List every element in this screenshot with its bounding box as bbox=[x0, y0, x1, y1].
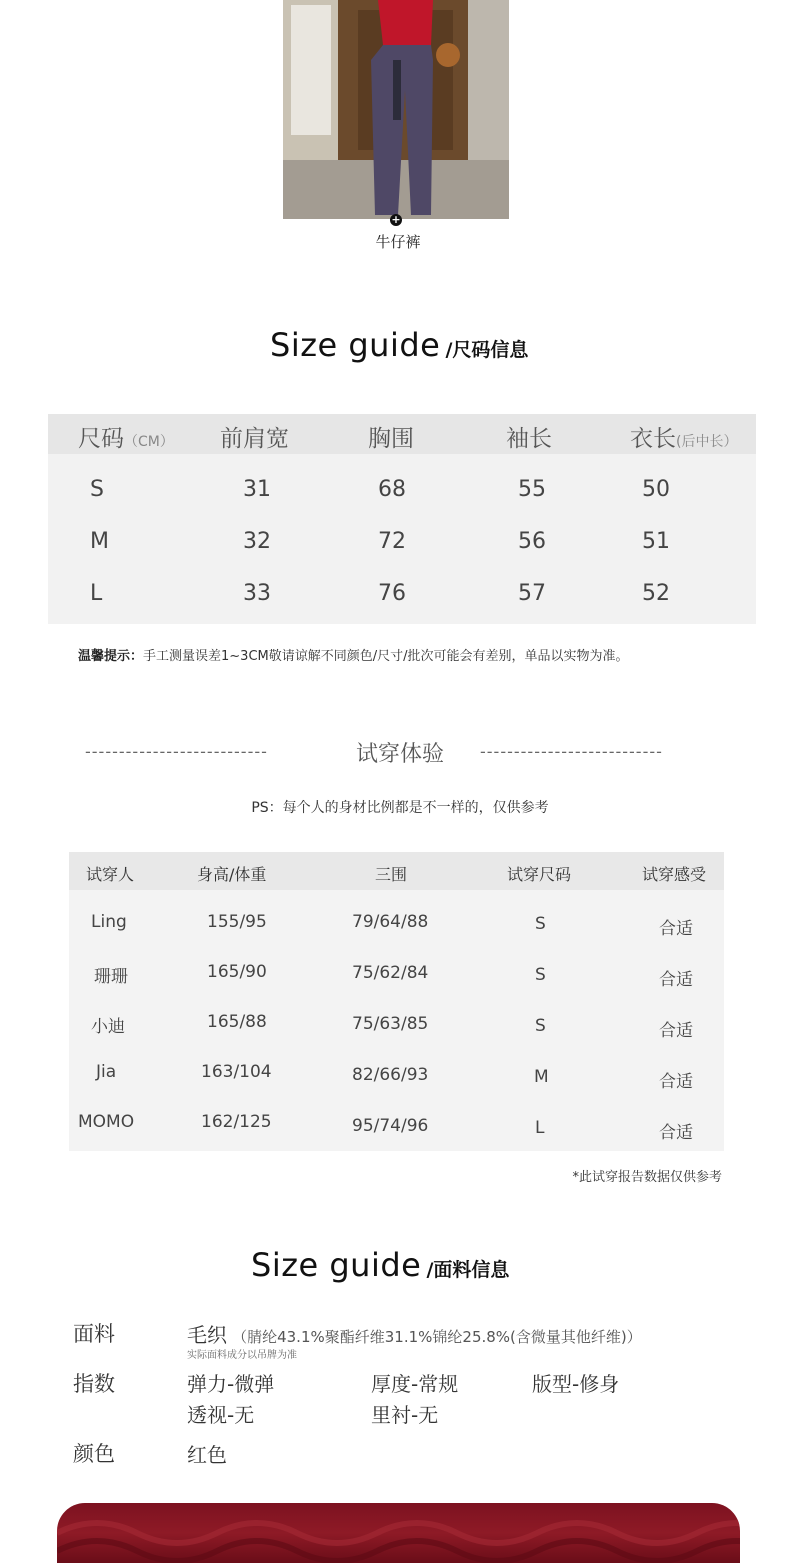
measure-cell: 95/74/96 bbox=[352, 1116, 429, 1136]
trial-size-cell: M bbox=[534, 1067, 549, 1087]
color-label: 颜色 bbox=[73, 1442, 115, 1466]
length-cell: 50 bbox=[642, 477, 670, 502]
chest-cell: 72 bbox=[378, 529, 406, 554]
col-hw-header: 身高/体重 bbox=[197, 865, 267, 884]
knit-texture-image bbox=[57, 1503, 740, 1563]
lining-value: 里衬-无 bbox=[371, 1403, 439, 1427]
sleeve-cell: 56 bbox=[518, 529, 546, 554]
trial-size-cell: L bbox=[535, 1118, 545, 1138]
feel-cell: 合适 bbox=[659, 919, 693, 939]
fabric-guide-subheading: /面料信息 bbox=[426, 1259, 510, 1281]
trial-size-cell: S bbox=[535, 965, 546, 985]
fabric-guide-title bbox=[251, 1246, 509, 1284]
fit-value: 版型-修身 bbox=[532, 1372, 620, 1396]
trial-table bbox=[69, 852, 724, 1151]
photo-caption: 牛仔裤 bbox=[375, 233, 421, 251]
shoulder-cell: 32 bbox=[243, 529, 271, 554]
shoulder-cell: 31 bbox=[243, 477, 271, 502]
col-length-label: 衣长 bbox=[630, 426, 676, 452]
person-cell: 珊珊 bbox=[94, 967, 128, 987]
add-icon[interactable]: + bbox=[391, 213, 401, 226]
col-size-header bbox=[78, 420, 174, 453]
size-cell: M bbox=[90, 529, 109, 554]
material-value-row bbox=[187, 1319, 642, 1348]
feel-cell: 合适 bbox=[659, 970, 693, 990]
material-detail: （腈纶43.1%聚酯纤维31.1%锦纶25.8%(含微量其他纤维)） bbox=[232, 1328, 642, 1346]
sleeve-cell: 57 bbox=[518, 581, 546, 606]
person-cell: 小迪 bbox=[91, 1017, 125, 1037]
material-small-note: 实际面料成分以吊牌为准 bbox=[187, 1350, 297, 1361]
col-chest-header: 胸围 bbox=[368, 426, 414, 452]
material-label: 面料 bbox=[73, 1322, 115, 1346]
material-value: 毛织 bbox=[187, 1323, 227, 1347]
trial-size-cell: S bbox=[535, 914, 546, 934]
measure-cell: 82/66/93 bbox=[352, 1065, 429, 1085]
size-cell: S bbox=[90, 477, 104, 502]
divider-right: --------------------------- bbox=[480, 742, 663, 761]
note-text: 手工测量误差1~3CM敬请谅解不同颜色/尺寸/批次可能会有差别，单品以实物为准。 bbox=[143, 649, 629, 664]
shoulder-cell: 33 bbox=[243, 581, 271, 606]
person-cell: Jia bbox=[96, 1062, 117, 1082]
col-person-header: 试穿人 bbox=[86, 865, 135, 884]
col-length-note: (后中长） bbox=[676, 434, 738, 450]
length-cell: 52 bbox=[642, 581, 670, 606]
col-sleeve-header: 袖长 bbox=[506, 426, 552, 452]
trial-ps-note: PS：每个人的身材比例都是不一样的，仅供参考 bbox=[251, 800, 549, 816]
col-size-label: 尺码 bbox=[78, 426, 124, 452]
col-trial-size-header: 试穿尺码 bbox=[507, 865, 572, 884]
measure-cell: 79/64/88 bbox=[352, 912, 429, 932]
hw-cell: 165/88 bbox=[207, 1012, 267, 1032]
hw-cell: 163/104 bbox=[201, 1062, 272, 1082]
person-cell: MOMO bbox=[78, 1112, 135, 1132]
feel-cell: 合适 bbox=[659, 1021, 693, 1041]
chest-cell: 76 bbox=[378, 581, 406, 606]
index-label: 指数 bbox=[73, 1372, 115, 1396]
color-value: 红色 bbox=[187, 1443, 227, 1467]
col-shoulder-header: 前肩宽 bbox=[220, 426, 289, 452]
transparency-value: 透视-无 bbox=[187, 1403, 255, 1427]
elasticity-value: 弹力-微弹 bbox=[187, 1372, 275, 1396]
fabric-guide-heading: Size guide bbox=[251, 1246, 422, 1284]
size-guide-heading: Size guide bbox=[270, 326, 441, 364]
trial-title: 试穿体验 bbox=[355, 742, 444, 767]
hw-cell: 155/95 bbox=[207, 912, 267, 932]
length-cell: 51 bbox=[642, 529, 670, 554]
col-feel-header: 试穿感受 bbox=[642, 865, 707, 884]
measure-cell: 75/62/84 bbox=[352, 963, 429, 983]
divider-left: --------------------------- bbox=[85, 742, 268, 761]
chest-cell: 68 bbox=[378, 477, 406, 502]
feel-cell: 合适 bbox=[659, 1123, 693, 1143]
thickness-value: 厚度-常规 bbox=[371, 1372, 459, 1396]
measurement-note bbox=[78, 645, 629, 664]
person-cell: Ling bbox=[91, 912, 127, 932]
sleeve-cell: 55 bbox=[518, 477, 546, 502]
col-size-unit: （CM） bbox=[124, 434, 174, 450]
size-guide-title bbox=[270, 326, 528, 364]
hw-cell: 165/90 bbox=[207, 962, 267, 982]
col-measure-header: 三围 bbox=[375, 865, 408, 884]
size-cell: L bbox=[90, 581, 103, 606]
hw-cell: 162/125 bbox=[201, 1112, 272, 1132]
measure-cell: 75/63/85 bbox=[352, 1014, 429, 1034]
size-guide-subheading: /尺码信息 bbox=[445, 339, 529, 361]
trial-size-cell: S bbox=[535, 1016, 546, 1036]
col-length-header bbox=[630, 420, 737, 453]
product-photo bbox=[283, 0, 509, 219]
note-label: 温馨提示： bbox=[78, 649, 144, 664]
size-table bbox=[48, 414, 756, 624]
feel-cell: 合适 bbox=[659, 1072, 693, 1092]
trial-footnote: *此试穿报告数据仅供参考 bbox=[572, 1170, 722, 1185]
